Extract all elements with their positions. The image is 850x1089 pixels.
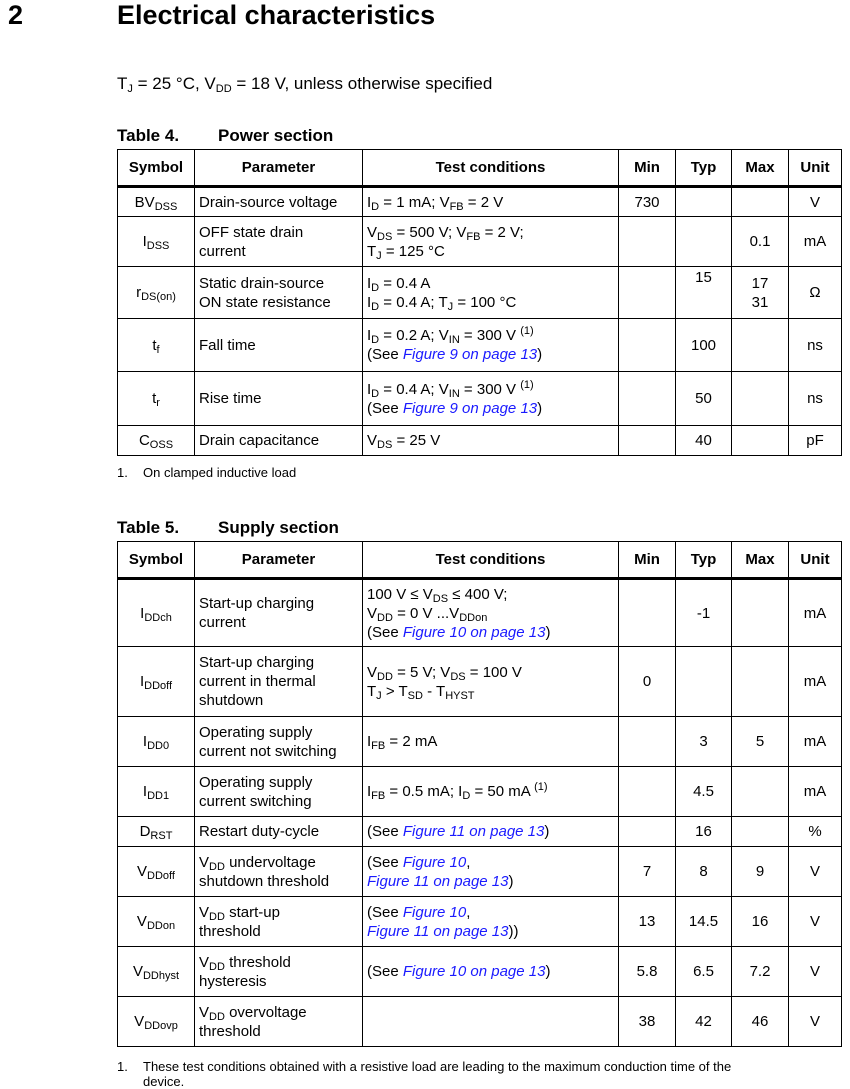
- min-cell: [619, 217, 676, 267]
- max-cell: [732, 187, 789, 217]
- table-row: [118, 997, 842, 1047]
- symbol-cell: $I_{DD0}$: [118, 717, 195, 767]
- figure-link[interactable]: Figure 9 on page 13: [402, 399, 538, 417]
- unit-cell: mA: [789, 717, 842, 767]
- parameter-cell: Start-up charging current: [195, 579, 363, 647]
- power-section-table: [117, 149, 842, 456]
- typ-cell: 42: [676, 997, 732, 1047]
- test-conditions-cell: (See Figure 10, Figure 11 on page 13)): [363, 897, 619, 947]
- min-cell: [619, 267, 676, 319]
- header-symbol: Symbol: [118, 150, 195, 187]
- parameter-cell: Rise time: [195, 372, 363, 426]
- unit-cell: V: [789, 997, 842, 1047]
- max-cell: [732, 579, 789, 647]
- table4-footnote: 1. On clamped inductive load: [117, 465, 297, 480]
- typ-cell: -1: [676, 579, 732, 647]
- test-conditions-cell: $I_D = 0.2$ A; $V_{IN} = 300$ V $^{(1)}$ (See Figure 9 on page 13): [363, 319, 619, 372]
- symbol-cell: $V_{DDoff}$: [118, 847, 195, 897]
- table-row: [118, 426, 842, 456]
- figure-link[interactable]: Figure 10: [402, 853, 467, 871]
- header-typ: Typ: [676, 542, 732, 579]
- parameter-cell: $V_{DD}$ overvoltage threshold: [195, 997, 363, 1047]
- typ-cell: [676, 647, 732, 717]
- unit-cell: pF: [789, 426, 842, 456]
- unit-cell: %: [789, 817, 842, 847]
- parameter-cell: Operating supply current switching: [195, 767, 363, 817]
- parameter-cell: Operating supply current not switching: [195, 717, 363, 767]
- test-conditions-cell: $I_{FB} = 2$ mA: [363, 717, 619, 767]
- parameter-cell: OFF state drain current: [195, 217, 363, 267]
- max-cell: 46: [732, 997, 789, 1047]
- unit-cell: mA: [789, 647, 842, 717]
- unit-cell: V: [789, 187, 842, 217]
- test-conditions-cell: [363, 997, 619, 1047]
- test-conditions-cell: (See Figure 10, Figure 11 on page 13): [363, 847, 619, 897]
- unit-cell: ns: [789, 319, 842, 372]
- supply-section-table: [117, 541, 842, 1047]
- max-cell: 17 31: [732, 267, 789, 319]
- unit-cell: mA: [789, 217, 842, 267]
- parameter-cell: $V_{DD}$ start-up threshold: [195, 897, 363, 947]
- unit-cell: mA: [789, 579, 842, 647]
- min-cell: [619, 717, 676, 767]
- test-conditions-cell: $V_{DS} = 25$ V: [363, 426, 619, 456]
- max-cell: [732, 319, 789, 372]
- test-conditions-cell: $I_D = 0.4$ A; $V_{IN} = 300$ V $^{(1)}$ (See Figure 9 on page 13): [363, 372, 619, 426]
- parameter-cell: Static drain-source ON state resistance: [195, 267, 363, 319]
- parameter-cell: Drain capacitance: [195, 426, 363, 456]
- table-row: [118, 217, 842, 267]
- symbol-cell: $I_{DD1}$: [118, 767, 195, 817]
- min-cell: 5.8: [619, 947, 676, 997]
- table-row: [118, 767, 842, 817]
- min-cell: 730: [619, 187, 676, 217]
- min-cell: [619, 426, 676, 456]
- test-conditions-cell: $I_D = 1$ mA; $V_{FB} = 2$ V: [363, 187, 619, 217]
- parameter-cell: Restart duty-cycle: [195, 817, 363, 847]
- test-conditions-cell: $V_{DS} = 500$ V; $V_{FB} = 2$ V; $T_J = 125$ °C: [363, 217, 619, 267]
- max-cell: [732, 767, 789, 817]
- min-cell: [619, 372, 676, 426]
- symbol-cell: $t_f$: [118, 319, 195, 372]
- table-row: [118, 947, 842, 997]
- symbol-cell: $BV_{DSS}$: [118, 187, 195, 217]
- header-unit: Unit: [789, 150, 842, 187]
- min-cell: 13: [619, 897, 676, 947]
- unit-cell: Ω: [789, 267, 842, 319]
- header-symbol: Symbol: [118, 542, 195, 579]
- table-header-row: [118, 542, 842, 579]
- header-min: Min: [619, 542, 676, 579]
- table-row: [118, 319, 842, 372]
- table-row: [118, 717, 842, 767]
- typ-cell: 16: [676, 817, 732, 847]
- figure-link[interactable]: Figure 10: [402, 903, 467, 921]
- test-conditions-cell: 100 $V \le V_{DS} \le 400$ V; $V_{DD} = 0$ V $...V_{DDon}$ (See Figure 10 on page 13): [363, 579, 619, 647]
- figure-link[interactable]: Figure 11 on page 13: [402, 823, 545, 840]
- header-max: Max: [732, 150, 789, 187]
- symbol-cell: $r_{DS(on)}$: [118, 267, 195, 319]
- parameter-cell: Fall time: [195, 319, 363, 372]
- figure-link[interactable]: Figure 11 on page 13: [367, 922, 509, 940]
- test-conditions-cell: $V_{DD} = 5$ V; $V_{DS} = 100$ V $T_J > T_{SD} - T_{HYST}$: [363, 647, 619, 717]
- header-test-conditions: Test conditions: [363, 542, 619, 579]
- min-cell: 7: [619, 847, 676, 897]
- unit-cell: ns: [789, 372, 842, 426]
- min-cell: [619, 767, 676, 817]
- max-cell: 9: [732, 847, 789, 897]
- table-row: [118, 187, 842, 217]
- header-max: Max: [732, 542, 789, 579]
- min-cell: 38: [619, 997, 676, 1047]
- min-cell: 0: [619, 647, 676, 717]
- symbol-cell: $V_{DDhyst}$: [118, 947, 195, 997]
- table5-footnote: 1. These test conditions obtained with a resistive load are leading to the maximum conduction time of the device.: [117, 1059, 732, 1089]
- max-cell: [732, 372, 789, 426]
- symbol-cell: $I_{DSS}$: [118, 217, 195, 267]
- figure-link[interactable]: Figure 10 on page 13: [402, 963, 546, 980]
- parameter-cell: Drain-source voltage: [195, 187, 363, 217]
- header-parameter: Parameter: [195, 542, 363, 579]
- table-header-row: [118, 150, 842, 187]
- unit-cell: V: [789, 947, 842, 997]
- unit-cell: mA: [789, 767, 842, 817]
- max-cell: 16: [732, 897, 789, 947]
- max-cell: [732, 647, 789, 717]
- min-cell: [619, 319, 676, 372]
- typ-cell: 4.5: [676, 767, 732, 817]
- table-row: [118, 897, 842, 947]
- header-parameter: Parameter: [195, 150, 363, 187]
- symbol-cell: $D_{RST}$: [118, 817, 195, 847]
- conditions-line: $T_J = 25$ °C, $V_{DD} = 18$ V, unless otherwise specified: [117, 74, 493, 95]
- min-cell: [619, 817, 676, 847]
- parameter-cell: $V_{DD}$ undervoltage shutdown threshold: [195, 847, 363, 897]
- symbol-cell: $I_{DDoff}$: [118, 647, 195, 717]
- header-min: Min: [619, 150, 676, 187]
- min-cell: [619, 579, 676, 647]
- table-row: [118, 847, 842, 897]
- table5-caption: Table 5. Supply section: [117, 518, 339, 537]
- max-cell: 7.2: [732, 947, 789, 997]
- symbol-cell: $V_{DDon}$: [118, 897, 195, 947]
- header-test-conditions: Test conditions: [363, 150, 619, 187]
- typ-cell: 8: [676, 847, 732, 897]
- header-typ: Typ: [676, 150, 732, 187]
- typ-cell: 6.5: [676, 947, 732, 997]
- typ-cell: 40: [676, 426, 732, 456]
- test-conditions-cell: (See Figure 10 on page 13): [363, 947, 619, 997]
- max-cell: [732, 817, 789, 847]
- symbol-cell: $I_{DDch}$: [118, 579, 195, 647]
- test-conditions-cell: (See Figure 11 on page 13): [363, 817, 619, 847]
- section-title: Electrical characteristics: [117, 0, 436, 30]
- table-row: [118, 817, 842, 847]
- max-cell: [732, 426, 789, 456]
- unit-cell: V: [789, 847, 842, 897]
- header-unit: Unit: [789, 542, 842, 579]
- section-number: 2: [8, 0, 24, 30]
- typ-cell: 15: [676, 267, 732, 319]
- test-conditions-cell: $I_D = 0.4$ A $I_D = 0.4$ A; $T_J = 100$ °C: [363, 267, 619, 319]
- test-conditions-cell: $I_{FB} = 0.5$ mA; $I_D = 50$ mA $^{(1)}$: [363, 767, 619, 817]
- table-row: [118, 579, 842, 647]
- typ-cell: [676, 217, 732, 267]
- figure-link[interactable]: Figure 11 on page 13: [367, 872, 509, 890]
- max-cell: 5: [732, 717, 789, 767]
- typ-cell: 50: [676, 372, 732, 426]
- max-cell: 0.1: [732, 217, 789, 267]
- typ-cell: 14.5: [676, 897, 732, 947]
- table4-caption: Table 4. Power section: [117, 126, 334, 145]
- symbol-cell: $t_r$: [118, 372, 195, 426]
- typ-cell: 100: [676, 319, 732, 372]
- table-row: [118, 372, 842, 426]
- typ-cell: 3: [676, 717, 732, 767]
- symbol-cell: $C_{OSS}$: [118, 426, 195, 456]
- table-row: [118, 267, 842, 319]
- symbol-cell: $V_{DDovp}$: [118, 997, 195, 1047]
- typ-cell: [676, 187, 732, 217]
- table-row: [118, 647, 842, 717]
- unit-cell: V: [789, 897, 842, 947]
- figure-link[interactable]: Figure 9 on page 13: [402, 346, 538, 363]
- parameter-cell: Start-up charging current in thermal shutdown: [195, 647, 363, 717]
- figure-link[interactable]: Figure 10 on page 13: [402, 623, 546, 641]
- parameter-cell: $V_{DD}$ threshold hysteresis: [195, 947, 363, 997]
